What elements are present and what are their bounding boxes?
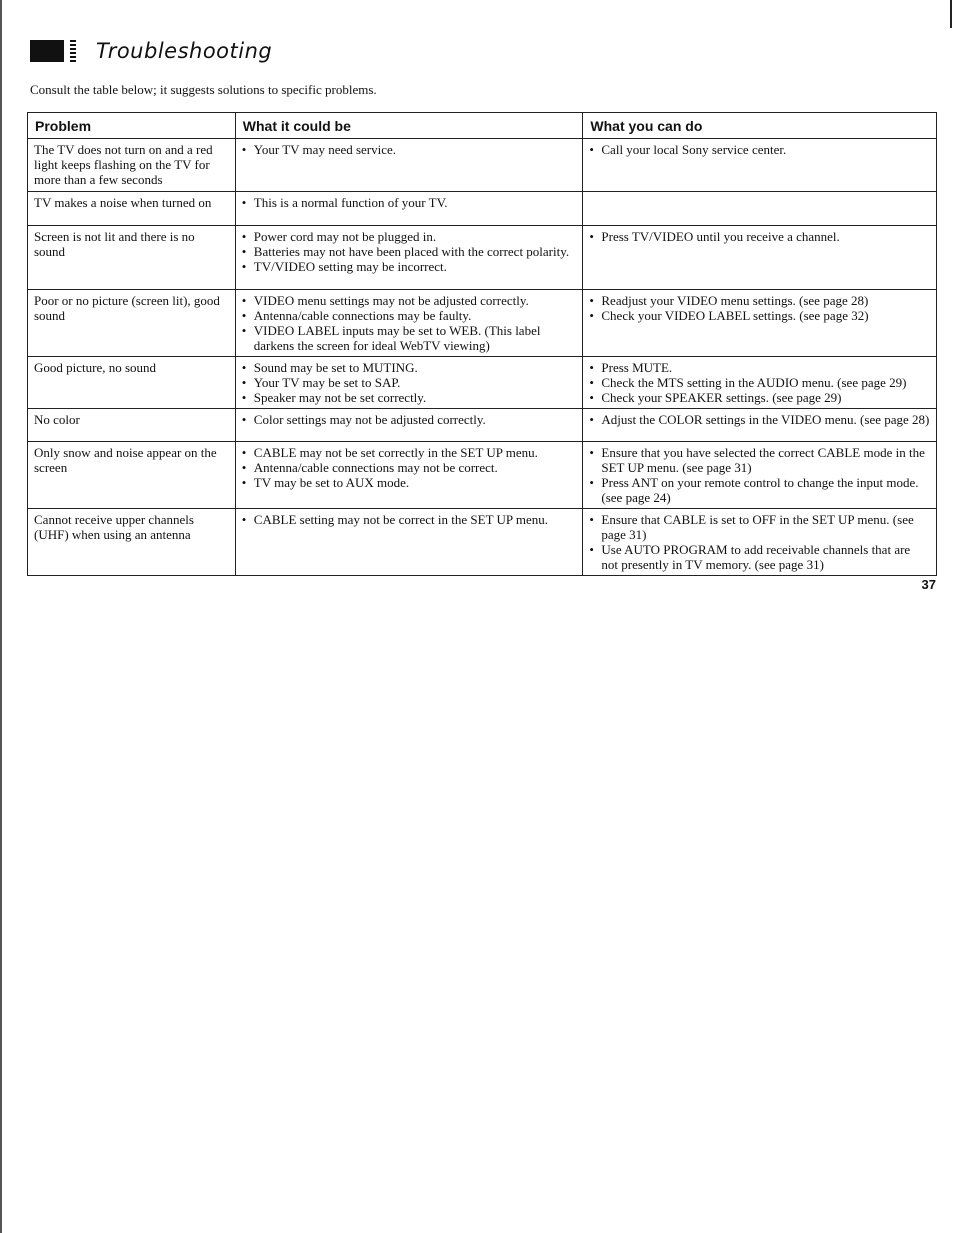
action-item: • Ensure that you have selected the correct CABLE mode in the SET UP menu. (see page 31) bbox=[589, 445, 930, 475]
table-row bbox=[28, 357, 937, 409]
causes-cell bbox=[235, 409, 583, 442]
cause-item: • Color settings may not be adjusted correctly. bbox=[242, 412, 577, 427]
problem-cell: Poor or no picture (screen lit), good sound bbox=[28, 290, 236, 357]
table-row bbox=[28, 509, 937, 576]
section-header bbox=[30, 35, 272, 67]
cause-item: • Batteries may not have been placed with the correct polarity. bbox=[242, 244, 577, 259]
causes-cell bbox=[235, 226, 583, 290]
page-number: 37 bbox=[921, 577, 936, 592]
header-what-you-can-do: What you can do bbox=[583, 113, 937, 139]
actions-cell bbox=[583, 139, 937, 192]
page-edge-shadow bbox=[0, 0, 2, 1233]
causes-cell bbox=[235, 139, 583, 192]
actions-cell bbox=[583, 357, 937, 409]
table-row bbox=[28, 192, 937, 226]
actions-cell bbox=[583, 409, 937, 442]
page-corner-mark bbox=[950, 0, 952, 28]
header-problem: Problem bbox=[28, 113, 236, 139]
action-item: • Call your local Sony service center. bbox=[589, 142, 930, 157]
intro-text: Consult the table below; it suggests solutions to specific problems. bbox=[30, 82, 377, 97]
cause-item: • Antenna/cable connections may be faulty. bbox=[242, 308, 577, 323]
action-item: • Press ANT on your remote control to change the input mode. (see page 24) bbox=[589, 475, 930, 505]
cause-item: • Sound may be set to MUTING. bbox=[242, 360, 577, 375]
cause-item: • VIDEO menu settings may not be adjusted correctly. bbox=[242, 293, 577, 308]
problem-cell: No color bbox=[28, 409, 236, 442]
cause-item: • CABLE may not be set correctly in the SET UP menu. bbox=[242, 445, 577, 460]
action-item: • Press MUTE. bbox=[589, 360, 930, 375]
action-item: • Ensure that CABLE is set to OFF in the SET UP menu. (see page 31) bbox=[589, 512, 930, 542]
causes-cell bbox=[235, 442, 583, 509]
cause-item: • Your TV may need service. bbox=[242, 142, 577, 157]
table-row bbox=[28, 139, 937, 192]
action-item: • Check the MTS setting in the AUDIO menu. (see page 29) bbox=[589, 375, 930, 390]
table-header-row bbox=[28, 113, 937, 139]
table-row bbox=[28, 409, 937, 442]
section-marker-stripes-icon bbox=[70, 40, 76, 62]
actions-cell bbox=[583, 290, 937, 357]
cause-item: • VIDEO LABEL inputs may be set to WEB. (This label darkens the screen for ideal WebTV viewing) bbox=[242, 323, 577, 353]
causes-cell bbox=[235, 509, 583, 576]
cause-item: • Your TV may be set to SAP. bbox=[242, 375, 577, 390]
problem-cell: Good picture, no sound bbox=[28, 357, 236, 409]
actions-cell bbox=[583, 509, 937, 576]
causes-cell bbox=[235, 192, 583, 226]
actions-cell bbox=[583, 442, 937, 509]
problem-cell: The TV does not turn on and a red light keeps flashing on the TV for more than a few seconds bbox=[28, 139, 236, 192]
section-marker-icon bbox=[30, 40, 64, 62]
action-item: • Use AUTO PROGRAM to add receivable channels that are not presently in TV memory. (see page 31) bbox=[589, 542, 930, 572]
table-row bbox=[28, 226, 937, 290]
troubleshooting-table bbox=[27, 112, 937, 576]
actions-cell bbox=[583, 192, 937, 226]
actions-cell bbox=[583, 226, 937, 290]
action-item: • Check your VIDEO LABEL settings. (see page 32) bbox=[589, 308, 930, 323]
cause-item: • This is a normal function of your TV. bbox=[242, 195, 577, 210]
action-item: • Press TV/VIDEO until you receive a channel. bbox=[589, 229, 930, 244]
table-row bbox=[28, 290, 937, 357]
problem-cell: Only snow and noise appear on the screen bbox=[28, 442, 236, 509]
header-what-it-could-be: What it could be bbox=[235, 113, 583, 139]
problem-cell: Cannot receive upper channels (UHF) when using an antenna bbox=[28, 509, 236, 576]
cause-item: • TV/VIDEO setting may be incorrect. bbox=[242, 259, 577, 274]
problem-cell: TV makes a noise when turned on bbox=[28, 192, 236, 226]
cause-item: • Antenna/cable connections may not be correct. bbox=[242, 460, 577, 475]
cause-item: • Speaker may not be set correctly. bbox=[242, 390, 577, 405]
action-item: • Check your SPEAKER settings. (see page 29) bbox=[589, 390, 930, 405]
page-title: Troubleshooting bbox=[96, 39, 273, 63]
cause-item: • CABLE setting may not be correct in the SET UP menu. bbox=[242, 512, 577, 527]
causes-cell bbox=[235, 357, 583, 409]
action-item: • Adjust the COLOR settings in the VIDEO menu. (see page 28) bbox=[589, 412, 930, 427]
problem-cell: Screen is not lit and there is no sound bbox=[28, 226, 236, 290]
cause-item: • TV may be set to AUX mode. bbox=[242, 475, 577, 490]
causes-cell bbox=[235, 290, 583, 357]
cause-item: • Power cord may not be plugged in. bbox=[242, 229, 577, 244]
table-row bbox=[28, 442, 937, 509]
action-item: • Readjust your VIDEO menu settings. (see page 28) bbox=[589, 293, 930, 308]
